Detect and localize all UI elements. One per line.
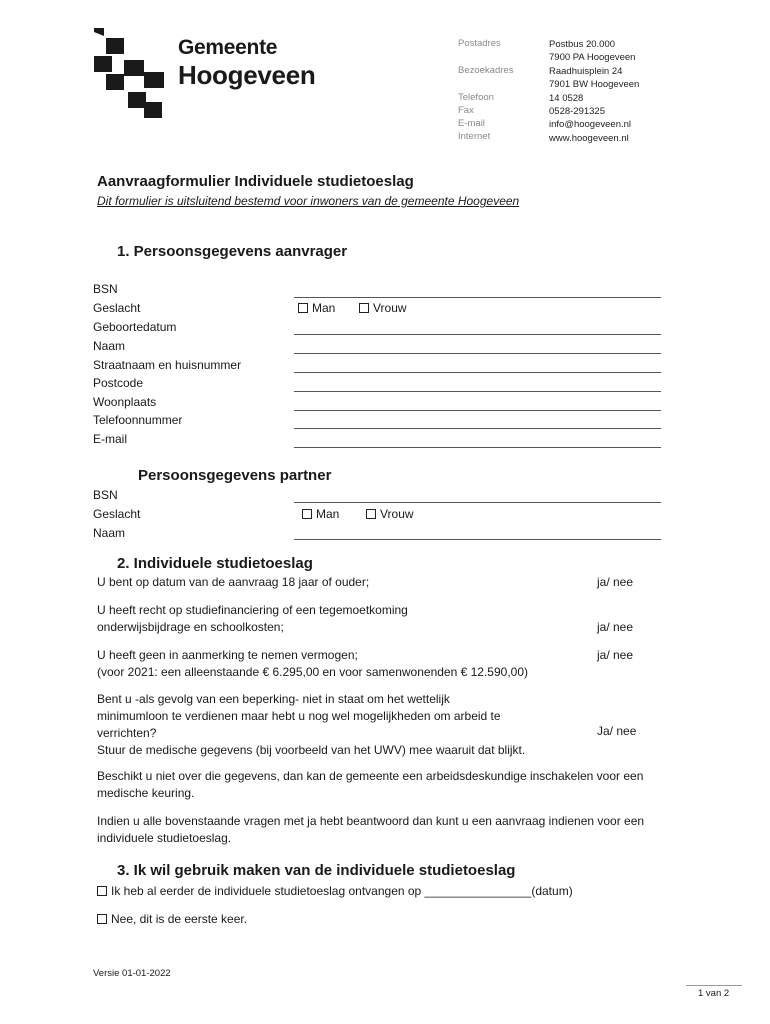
contact-visit-address: Raadhuisplein 24	[549, 65, 623, 77]
gemeente-hoogeveen-logo	[92, 26, 168, 122]
question-18-jaar	[97, 574, 369, 591]
checkbox-man[interactable]	[298, 303, 308, 313]
question-18-jaar-line: U bent op datum van de aanvraag 18 jaar of ouder;	[97, 575, 370, 589]
question-vermogen-line: (voor 2021: een alleenstaande € 6.295,00 en voor samenwonenden € 12.590,00)	[97, 665, 528, 679]
question-vermogen-line: U heeft geen in aanmerking te nemen vermogen;	[97, 648, 358, 662]
contact-label-email: E-mail	[458, 118, 485, 129]
option-eerste-keer-label: Nee, dit is de eerste keer.	[111, 912, 248, 926]
section1-heading: 1. Persoonsgegevens aanvrager	[117, 243, 348, 260]
field-label-email: E-mail	[93, 432, 128, 446]
contact-label-telefoon: Telefoon	[458, 92, 494, 103]
gender-option-vrouw[interactable]	[359, 301, 407, 315]
gender-option-man[interactable]	[298, 301, 335, 315]
field-label-bsn: BSN	[93, 282, 118, 296]
contact-postbus-city: 7900 PA Hoogeveen	[549, 52, 636, 64]
contact-phone: 14 0528	[549, 92, 584, 104]
postcode-input-line[interactable]	[294, 391, 661, 392]
partner-checkbox-vrouw[interactable]	[366, 509, 376, 519]
contact-fax: 0528-291325	[549, 106, 605, 118]
partner-naam-input-line[interactable]	[294, 539, 661, 540]
checkbox-vrouw[interactable]	[359, 303, 369, 313]
contact-website[interactable]: www.hoogeveen.nl	[549, 132, 629, 144]
telefoonnummer-input-line[interactable]	[294, 428, 661, 429]
question-beperking-line: Bent u -als gevolg van een beperking- niet in staat om het wettelijk	[97, 692, 450, 706]
partner-label-bsn: BSN	[93, 488, 118, 502]
note-medische-keuring-line: Beschikt u niet over die gegevens, dan kan de gemeente een arbeidsdeskundige inschakelen voor een	[97, 769, 644, 783]
checkbox-eerder-ontvangen[interactable]	[97, 886, 107, 896]
field-label-woonplaats: Woonplaats	[93, 395, 157, 409]
question-studiefinanciering-line: U heeft recht op studiefinanciering of een tegemoetkoming	[97, 603, 408, 617]
version-label: Versie 01-01-2022	[93, 968, 171, 979]
partner-bsn-input-line[interactable]	[294, 502, 661, 503]
answer-beperking[interactable]: Ja/ nee	[597, 724, 637, 738]
note-medische-keuring-line: medische keuring.	[97, 786, 195, 800]
option-eerste-keer[interactable]	[97, 911, 247, 928]
answer-vermogen[interactable]: ja/ nee	[597, 648, 634, 662]
field-label-telefoonnummer: Telefoonnummer	[93, 413, 183, 427]
partner-label-geslacht: Geslacht	[93, 507, 141, 521]
question-beperking-line: minimumloon te verdienen maar hebt u nog wel mogelijkheden om arbeid te	[97, 709, 501, 723]
section2-heading: 2. Individuele studietoeslag	[117, 555, 313, 572]
field-label-straatnaam: Straatnaam en huisnummer	[93, 358, 242, 372]
contact-email[interactable]: info@hoogeveen.nl	[549, 119, 632, 131]
geboortedatum-input-line[interactable]	[294, 334, 661, 335]
partner-gender-man-label: Man	[316, 507, 340, 521]
field-label-geboortedatum: Geboortedatum	[93, 320, 177, 334]
partner-heading: Persoonsgegevens partner	[138, 467, 332, 484]
contact-label-bezoekadres: Bezoekadres	[458, 65, 514, 76]
option-eerder-ontvangen[interactable]	[97, 883, 573, 900]
answer-studiefinanciering[interactable]: ja/ nee	[597, 620, 634, 634]
page-number-divider	[686, 985, 742, 986]
partner-gender-option-man[interactable]	[302, 507, 339, 521]
field-label-geslacht: Geslacht	[93, 301, 141, 315]
page-number: 1 van 2	[698, 988, 730, 999]
question-beperking	[97, 691, 525, 759]
option-eerder-ontvangen-label: Ik heb al eerder de individuele studietoeslag ontvangen op ________________(datum)	[111, 884, 573, 898]
contact-postbus: Postbus 20.000	[549, 39, 616, 50]
partner-gender-option-vrouw[interactable]	[366, 507, 414, 521]
email-input-line[interactable]	[294, 447, 661, 448]
question-beperking-line: verrichten?	[97, 726, 157, 740]
question-studiefinanciering-line: onderwijsbijdrage en schoolkosten;	[97, 620, 284, 634]
question-vermogen	[97, 647, 528, 681]
note-aanvraag-indienen-line: Indien u alle bovenstaande vragen met ja hebt beantwoord dan kunt u een aanvraag indienen voor een	[97, 814, 645, 828]
section3-heading: 3. Ik wil gebruik maken van de individuele studietoeslag	[117, 862, 516, 879]
contact-label-internet: Internet	[458, 131, 491, 142]
contact-label-postadres: Postadres	[458, 38, 501, 49]
note-aanvraag-indienen	[97, 813, 644, 847]
logo-text-gemeente: Gemeente	[178, 36, 278, 59]
checkbox-eerste-keer[interactable]	[97, 914, 107, 924]
partner-gender-vrouw-label: Vrouw	[380, 507, 414, 521]
contact-visit-city: 7901 BW Hoogeveen	[549, 79, 640, 91]
contact-values	[549, 38, 639, 145]
woonplaats-input-line[interactable]	[294, 410, 661, 411]
logo-text-hoogeveen: Hoogeveen	[178, 60, 316, 90]
bsn-input-line[interactable]	[294, 297, 661, 298]
field-label-naam: Naam	[93, 339, 126, 353]
note-aanvraag-indienen-line: individuele studietoeslag.	[97, 831, 232, 845]
naam-input-line[interactable]	[294, 353, 661, 354]
form-title: Aanvraagformulier Individuele studietoeslag	[97, 173, 414, 190]
straatnaam-input-line[interactable]	[294, 372, 661, 373]
partner-label-naam: Naam	[93, 526, 126, 540]
form-subtitle: Dit formulier is uitsluitend bestemd voor inwoners van de gemeente Hoogeveen	[97, 194, 520, 208]
question-beperking-line: Stuur de medische gegevens (bij voorbeeld van het UWV) mee waaruit dat blijkt.	[97, 743, 526, 757]
partner-checkbox-man[interactable]	[302, 509, 312, 519]
field-label-postcode: Postcode	[93, 376, 144, 390]
note-medische-keuring	[97, 768, 643, 802]
contact-label-fax: Fax	[458, 105, 474, 116]
question-studiefinanciering	[97, 602, 408, 636]
answer-18-jaar[interactable]: ja/ nee	[597, 575, 634, 589]
gender-vrouw-label: Vrouw	[373, 301, 407, 315]
gender-man-label: Man	[312, 301, 336, 315]
